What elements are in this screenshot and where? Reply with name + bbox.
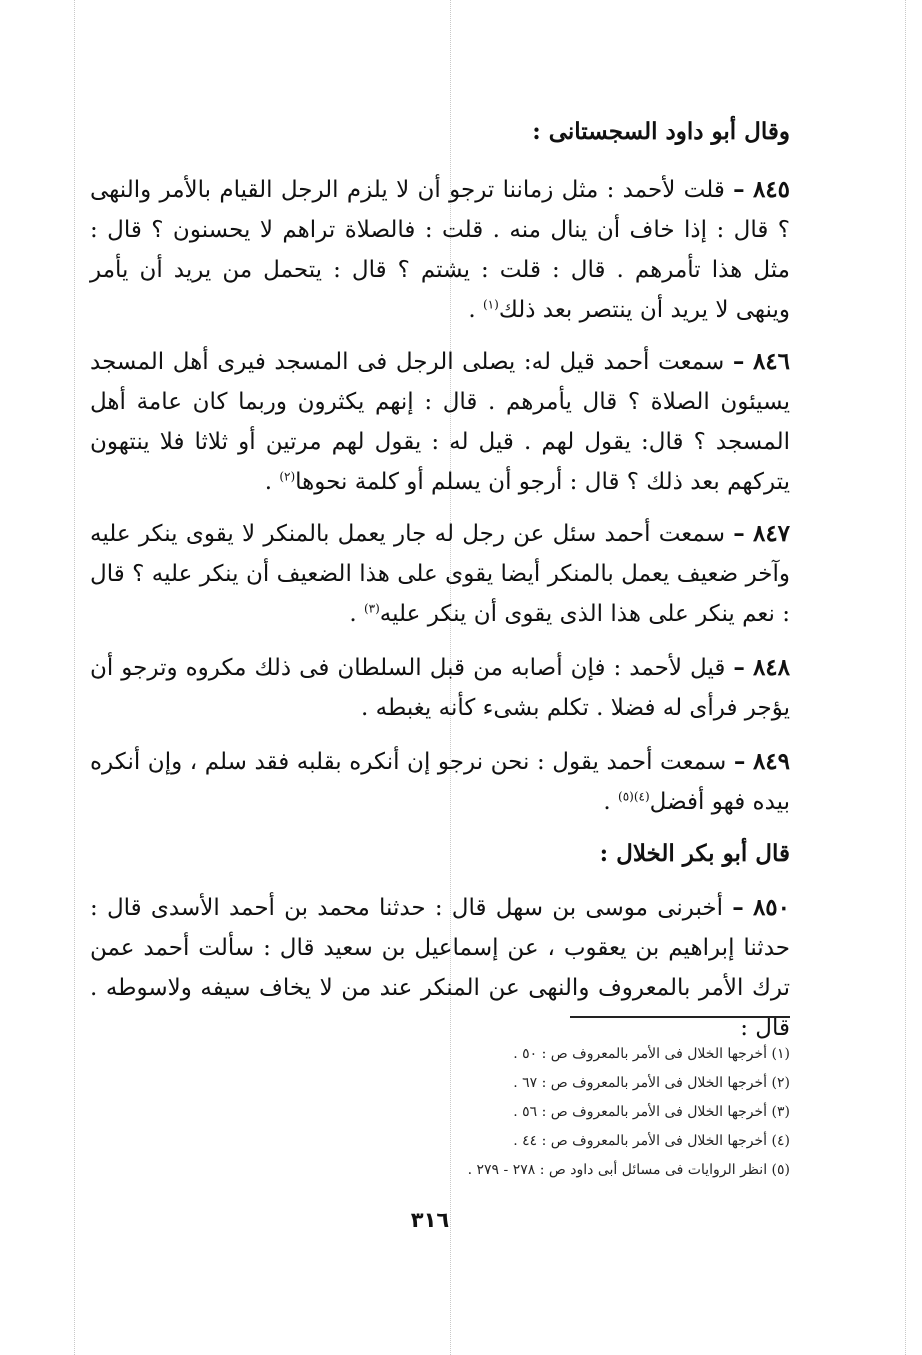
footnote-marker: (٤)(٥)	[618, 789, 650, 804]
paragraph-number: ٨٤٦	[752, 348, 790, 375]
footnote: (٤) أخرجها الخلال فى الأمر بالمعروف ص : ٤٤ .	[513, 1133, 790, 1149]
footnotes	[300, 1040, 790, 1185]
paragraph-846: ٨٤٦ – سمعت أحمد قيل له: يصلى الرجل فى المسجد فيرى أهل المسجد يسيئون الصلاة ؟ قال يأمرهم . قال : إنهم يكثرون وربما كان عامة أهل المسجد ؟ قال: يقول لهم . قيل له : يقول لهم مرتين أو ثلاثا فلا ينتهون يتركهم بعد ذلك ؟ قال : أرجو أن يسلم أو كلمة نحوها$^{(٢)}$ .	[90, 348, 790, 495]
footnote: (٥) انظر الروايات فى مسائل أبى داود ص : ٢٧٨ - ٢٧٩ .	[467, 1162, 790, 1178]
paragraph-text: قيل لأحمد : فإن أصابه من قبل السلطان فى ذلك مكروه وترجو أن يؤجر فرأى له فضلا . تكلم بشىء كأنه يغبطه .	[90, 655, 790, 721]
scan-artifact-line	[74, 0, 75, 1355]
footnote-marker: (٢)	[279, 469, 296, 484]
page-number: ٣١٦	[410, 1208, 450, 1232]
paragraph-number: ٨٤٨	[752, 654, 791, 681]
paragraph-text: أخبرنى موسى بن سهل قال : حدثنا محمد بن أحمد الأسدى قال : حدثنا إبراهيم بن يعقوب ، عن إسماعيل بن سعيد قال : سألت أحمد عمن ترك الأمر بالمعروف والنهى عن المنكر عند من لا يخاف سيفه ولاسوطه . قال :	[90, 895, 790, 1041]
paragraph-number: ٨٤٩	[752, 748, 791, 775]
paragraph-number: ٨٥٠	[752, 894, 791, 921]
paragraph-849: ٨٤٩ – سمعت أحمد يقول : نحن نرجو إن أنكره بقلبه فقد سلم ، وإن أنكره بيده فهو أفضل$^{(٤)(٥)}$ .	[90, 748, 791, 815]
paragraph-text: سمعت أحمد سئل عن رجل له جار يعمل بالمنكر لا يقوى ينكر عليه وآخر ضعيف يعمل بالمنكر أيضا يقوى على هذا الضعيف أن ينكر عليه ؟ قال : نعم ينكر على هذا الذى يقوى أن ينكر عليه	[90, 521, 790, 627]
paragraph-text: قلت لأحمد : مثل زماننا ترجو أن لا يلزم الرجل القيام بالأمر والنهى ؟ قال : إذا خاف أن ينال منه . قلت : فالصلاة تراهم لا يحسنون ؟ قال : مثل هذا تأمرهم . قال : قلت : يشتم ؟ قال : يتحمل من يريد أن يأمر وينهى لا يريد أن ينتصر بعد ذلك	[90, 177, 790, 323]
paragraph-850: ٨٥٠ – أخبرنى موسى بن سهل قال : حدثنا محمد بن أحمد الأسدى قال : حدثنا إبراهيم بن يعقوب ، عن إسماعيل بن سعيد قال : سألت أحمد عمن ترك الأمر بالمعروف والنهى عن المنكر عند من لا يخاف سيفه ولاسوطه . قال :	[90, 894, 791, 1041]
section-heading-al-khallal: قال أبو بكر الخلال :	[599, 840, 790, 867]
footnote-marker: (٣)	[363, 601, 380, 616]
footnote: (٢) أخرجها الخلال فى الأمر بالمعروف ص : ٦٧ .	[513, 1075, 790, 1091]
footnote-separator	[570, 1016, 790, 1018]
paragraph-848: ٨٤٨ – قيل لأحمد : فإن أصابه من قبل السلطان فى ذلك مكروه وترجو أن يؤجر فرأى له فضلا . تكلم بشىء كأنه يغبطه .	[90, 654, 791, 721]
scan-artifact-line	[905, 0, 906, 1355]
paragraph-845: ٨٤٥ – قلت لأحمد : مثل زماننا ترجو أن لا يلزم الرجل القيام بالأمر والنهى ؟ قال : إذا خاف أن ينال منه . قلت : فالصلاة تراهم لا يحسنون ؟ قال : مثل هذا تأمرهم . قال : قلت : يشتم ؟ قال : يتحمل من يريد أن يأمر وينهى لا يريد أن ينتصر بعد ذلك$^{(١)}$ .	[90, 176, 791, 323]
footnote-marker: (١)	[482, 297, 499, 312]
paragraph-847: ٨٤٧ – سمعت أحمد سئل عن رجل له جار يعمل بالمنكر لا يقوى ينكر عليه وآخر ضعيف يعمل بالمنكر أيضا يقوى على هذا الضعيف أن ينكر عليه ؟ قال : نعم ينكر على هذا الذى يقوى أن ينكر عليه$^{(٣)}$ .	[90, 520, 791, 627]
paragraph-number: ٨٤٥	[752, 176, 791, 203]
paragraph-text: سمعت أحمد يقول : نحن نرجو إن أنكره بقلبه فقد سلم ، وإن أنكره بيده فهو أفضل	[90, 749, 790, 815]
section-heading-abu-dawud: وقال أبو داود السجستانى :	[532, 118, 790, 145]
paragraph-number: ٨٤٧	[752, 520, 791, 547]
paragraph-text: سمعت أحمد قيل له: يصلى الرجل فى المسجد فيرى أهل المسجد يسيئون الصلاة ؟ قال يأمرهم . قال : إنهم يكثرون وربما كان عامة أهل المسجد ؟ قال: يقول لهم . قيل له : يقول لهم مرتين أو ثلاثا فلا ينتهون يتركهم بعد ذلك ؟ قال : أرجو أن يسلم أو كلمة نحوها	[90, 349, 790, 495]
footnote: (٣) أخرجها الخلال فى الأمر بالمعروف ص : ٥٦ .	[513, 1104, 790, 1120]
footnote: (١) أخرجها الخلال فى الأمر بالمعروف ص : ٥٠ .	[513, 1046, 790, 1062]
